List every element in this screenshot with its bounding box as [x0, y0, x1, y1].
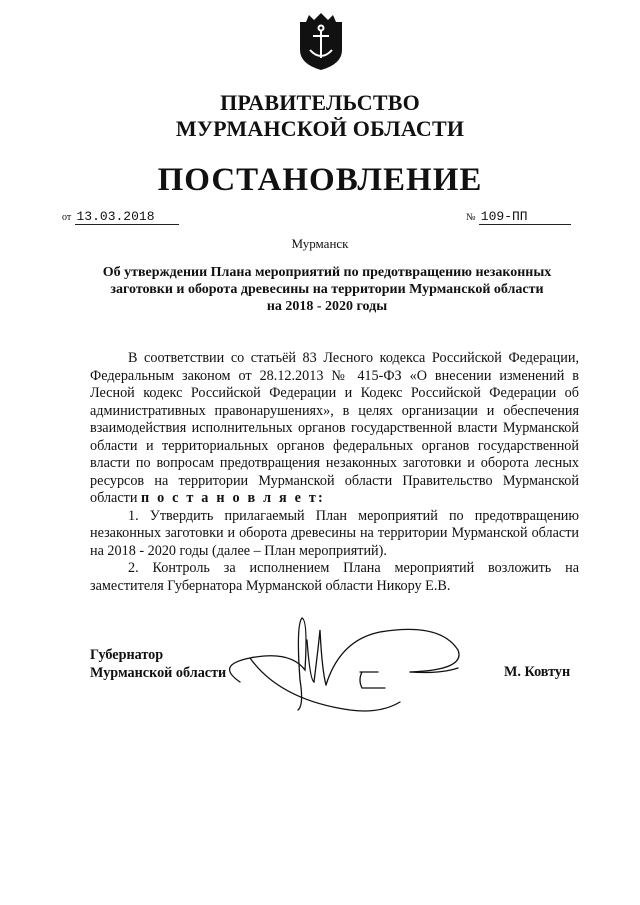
signatory-name: М. Ковтун: [504, 664, 571, 680]
org-name-line1: ПРАВИТЕЛЬСТВО: [220, 90, 420, 115]
date-label: от: [62, 212, 72, 223]
document-subject: [70, 264, 584, 315]
number-value: 109-ПП: [479, 209, 571, 225]
item-paragraph-2: 2. Контроль за исполнением Плана мероприятий возложить на заместителя Губернатора Мурманской области Никору Е.В.: [90, 560, 579, 594]
item-paragraph-1: 1. Утвердить прилагаемый План мероприятий по предотвращению незаконных заготовки и оборота древесины на территории Мурманской области на 2018 - 2020 годы (далее – План мероприятий).: [90, 507, 579, 559]
city-name: Мурманск: [291, 236, 349, 251]
document-date: [62, 208, 179, 225]
handwritten-signature: [210, 610, 480, 720]
document-body: [90, 350, 579, 595]
subject-line: Об утверждении Плана мероприятий по предотвращению незаконных: [102, 265, 552, 280]
signatory-title-line1: Губернатор: [90, 647, 164, 663]
org-name-line2: МУРМАНСКОЙ ОБЛАСТИ: [175, 116, 465, 141]
document-type-title: ПОСТАНОВЛЕНИЕ: [157, 162, 483, 198]
document-number: [466, 208, 571, 225]
subject-line: на 2018 - 2020 годы: [266, 299, 388, 314]
signatory-title-line2: Мурманской области: [90, 665, 227, 681]
preamble-paragraph: [90, 350, 579, 508]
preamble-text: В соответствии со статьёй 83 Лесного кодекса Российской Федерации, Федеральным законом от 28.12.2013 № 415-ФЗ «О внесении изменений в Лесной кодекс Российской Федерации и Кодекс Российской Федерации об административных правонарушениях», в целях организации и обеспечения взаимодействия исполнительных органов государственной власти Мурманской области и территориальных органов федеральных органов государственной власти по вопросам предотвращения незаконных заготовки и оборота лесных ресурсов на территории Мурманской области Правительство Мурманской области: [90, 350, 579, 506]
number-label: №: [466, 212, 476, 223]
date-value: 13.03.2018: [75, 209, 179, 225]
signatory-title: [90, 646, 226, 682]
resolves-text: п о с т а н о в л я е т:: [140, 490, 325, 506]
coat-of-arms-icon: [296, 12, 346, 72]
subject-line: заготовки и оборота древесины на территории Мурманской области: [110, 282, 544, 297]
